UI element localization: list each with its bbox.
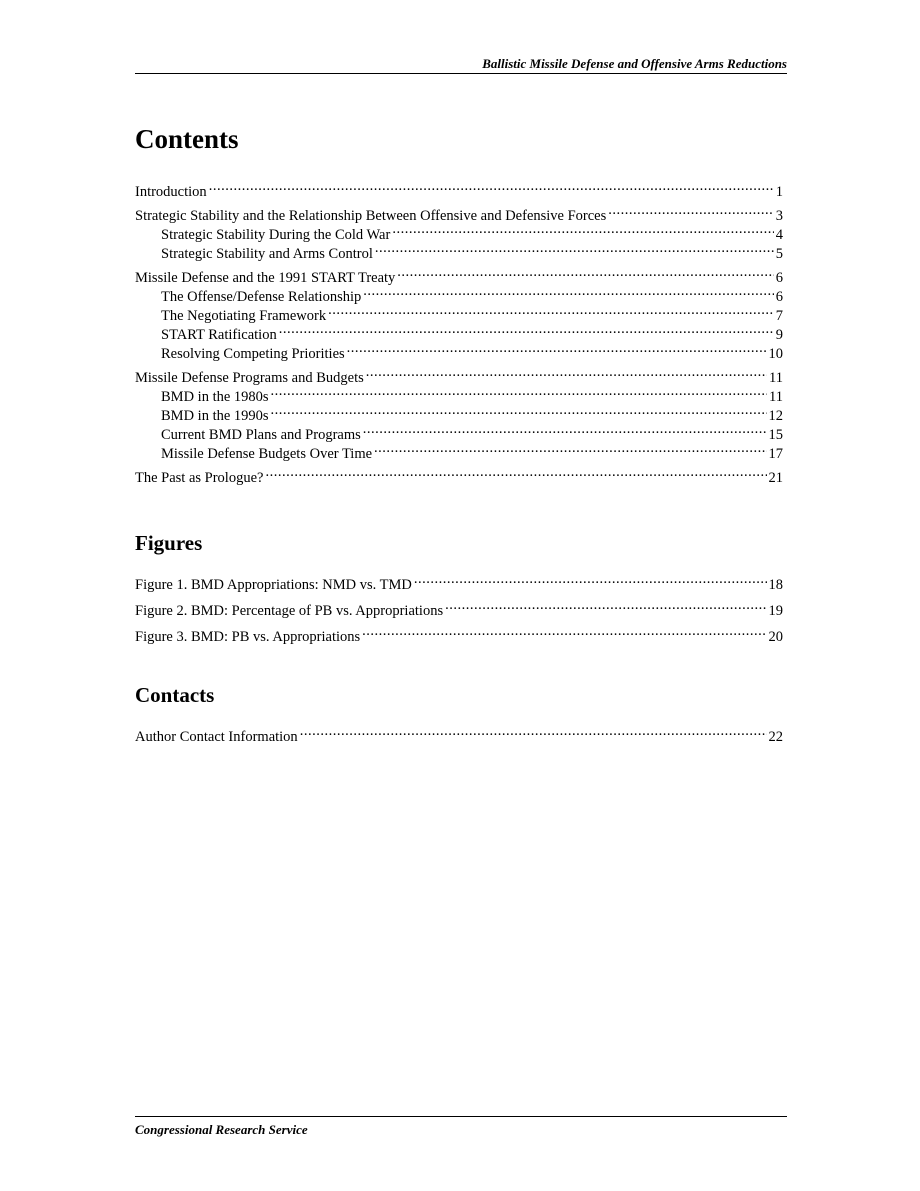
dot-leader xyxy=(271,382,767,401)
dot-leader xyxy=(362,622,766,641)
toc-entry-page: 11 xyxy=(769,389,783,405)
toc-entry[interactable] xyxy=(135,177,783,200)
figure-entry-page: 18 xyxy=(768,577,783,593)
dot-leader xyxy=(608,201,773,220)
figure-entry-title: Figure 1. BMD Appropriations: NMD vs. TMD xyxy=(135,577,412,593)
toc-entry-page: 10 xyxy=(768,346,783,362)
contacts-list xyxy=(135,722,783,745)
figure-entry[interactable] xyxy=(135,596,783,619)
contacts-heading: Contacts xyxy=(135,683,215,707)
dot-leader xyxy=(271,401,767,420)
contact-entry-page: 22 xyxy=(768,729,783,745)
dot-leader xyxy=(445,596,766,615)
dot-leader xyxy=(366,363,767,382)
figure-entry[interactable] xyxy=(135,570,783,593)
toc-entry-title: The Past as Prologue? xyxy=(135,470,264,486)
dot-leader xyxy=(397,263,773,282)
toc-entry-page: 11 xyxy=(769,370,783,386)
dot-leader xyxy=(328,301,774,320)
figures-heading: Figures xyxy=(135,531,203,555)
toc-entry-page: 15 xyxy=(768,427,783,443)
toc-entry-title: The Negotiating Framework xyxy=(161,308,327,324)
toc-entry-title: Strategic Stability During the Cold War xyxy=(161,227,391,243)
toc-entry-page: 21 xyxy=(768,470,783,486)
toc-entry[interactable] xyxy=(135,463,783,486)
running-footer-text: Congressional Research Service xyxy=(135,1122,308,1137)
contents-heading: Contents xyxy=(135,124,239,154)
toc-entry-title: The Offense/Defense Relationship xyxy=(161,289,362,305)
toc-entry-title: BMD in the 1990s xyxy=(161,408,269,424)
toc-entry-title: Missile Defense and the 1991 START Treaty xyxy=(135,270,396,286)
figure-entry-page: 19 xyxy=(768,603,783,619)
figure-entry-title: Figure 3. BMD: PB vs. Appropriations xyxy=(135,629,361,645)
toc-entry-page: 12 xyxy=(768,408,783,424)
toc-entry-title: Strategic Stability and Arms Control xyxy=(161,246,373,262)
toc-entry-page: 1 xyxy=(775,184,783,200)
toc-entry[interactable] xyxy=(135,201,783,224)
toc-entry-page: 9 xyxy=(775,327,783,343)
dot-leader xyxy=(347,339,767,358)
toc-entry-page: 3 xyxy=(775,208,783,224)
running-header xyxy=(135,56,787,74)
dot-leader xyxy=(363,282,773,301)
toc-entry-title: Current BMD Plans and Programs xyxy=(161,427,361,443)
dot-leader xyxy=(279,320,774,339)
toc-entry-page: 6 xyxy=(775,270,783,286)
dot-leader xyxy=(374,439,766,458)
dot-leader xyxy=(300,722,767,741)
toc-entry-title: Missile Defense Budgets Over Time xyxy=(161,446,373,462)
dot-leader xyxy=(363,420,767,439)
toc-entry[interactable] xyxy=(135,363,783,386)
toc-entry-page: 6 xyxy=(775,289,783,305)
toc-entry-title: Strategic Stability and the Relationship Between Offensive and Defensive Forces xyxy=(135,208,607,224)
contact-entry[interactable] xyxy=(135,722,783,745)
running-header-title: Ballistic Missile Defense and Offensive Arms Reductions xyxy=(482,56,787,71)
toc-entry-title: BMD in the 1980s xyxy=(161,389,269,405)
dot-leader xyxy=(209,177,774,196)
figure-entry-title: Figure 2. BMD: Percentage of PB vs. Appropriations xyxy=(135,603,444,619)
contents-list xyxy=(135,177,783,486)
toc-entry-page: 17 xyxy=(768,446,783,462)
dot-leader xyxy=(414,570,767,589)
toc-entry-title: Introduction xyxy=(135,184,207,200)
toc-entry-page: 5 xyxy=(775,246,783,262)
running-footer xyxy=(135,1116,787,1138)
toc-entry-title: START Ratification xyxy=(161,327,277,343)
toc-entry-title: Resolving Competing Priorities xyxy=(161,346,345,362)
figure-entry[interactable] xyxy=(135,622,783,645)
dot-leader xyxy=(392,220,773,239)
toc-entry-title: Missile Defense Programs and Budgets xyxy=(135,370,364,386)
toc-entry-page: 4 xyxy=(775,227,783,243)
contact-entry-title: Author Contact Information xyxy=(135,729,298,745)
toc-entry-page: 7 xyxy=(775,308,783,324)
figures-list xyxy=(135,570,783,648)
toc-entry[interactable] xyxy=(135,263,783,286)
dot-leader xyxy=(375,239,774,258)
figure-entry-page: 20 xyxy=(768,629,783,645)
dot-leader xyxy=(265,463,766,482)
